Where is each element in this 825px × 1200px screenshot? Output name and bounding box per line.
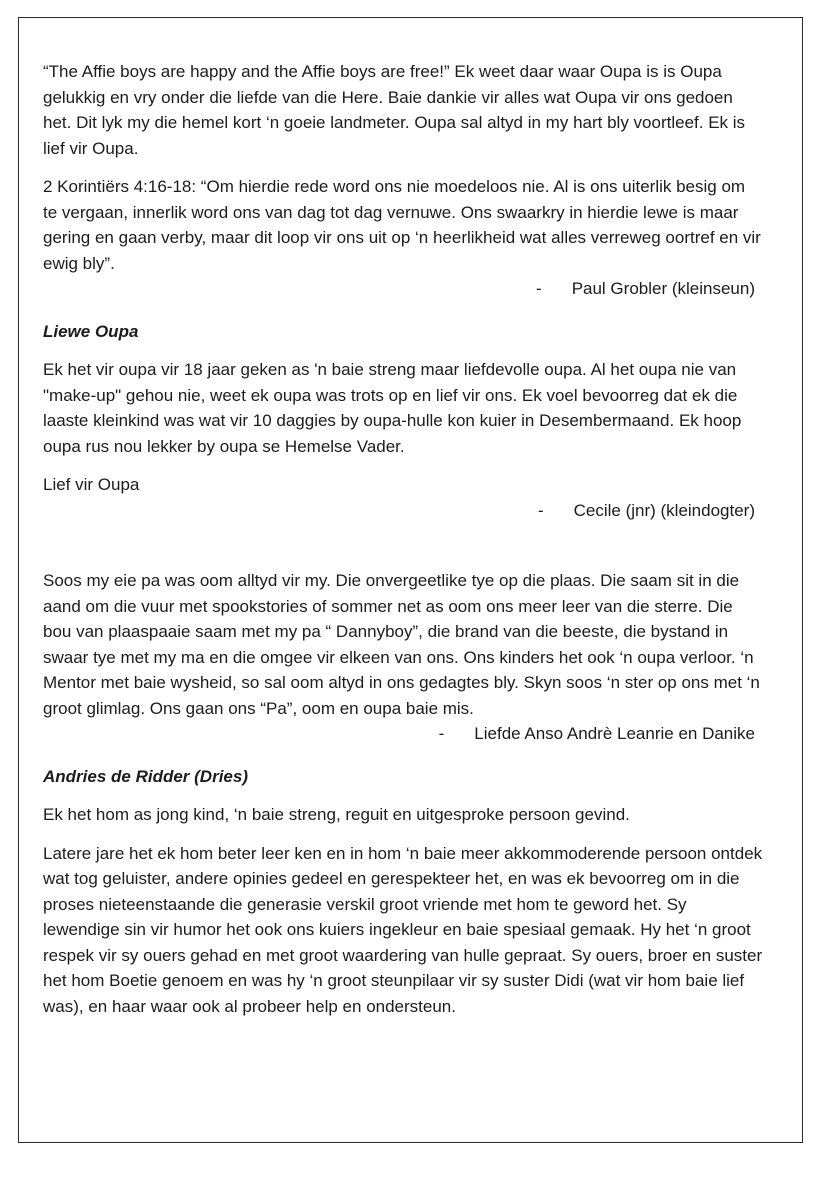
tribute-andries-text-1: Ek het hom as jong kind, ‘n baie streng, reguit en uitgesproke persoon gevind. <box>43 805 630 824</box>
signature-paul <box>43 276 763 302</box>
tribute-andries-text-2: Latere jare het ek hom beter leer ken en in hom ‘n baie meer akkommoderende persoon ontdek wat tog geluister, andere opinies gedeel en gerespekteer het, en was ek bevoorreg om in die proses nieteenstaande die generasie verskil groot vriende met hom te geword het. Sy lewendige sin vir humor het ook ons kuiers ingekleur en baie spesiaal gemaak. Hy het ‘n groot respek vir sy ouers gehad en met groot waardering van hulle gepraat. Sy ouers, broer en suster het hom Boetie genoem en was hy ‘n groot steunpilaar vir sy suster Didi (wat vir hom baie lief was), en haar waar ook al probeer help en ondersteun. <box>43 843 763 1016</box>
signature-name: Liefde Anso Andrè Leanrie en Danike <box>474 724 755 743</box>
signature-name: Paul Grobler (kleinseun) <box>571 279 755 298</box>
heading-andries: Andries de Ridder (Dries) <box>43 766 248 786</box>
document-body <box>43 59 763 1019</box>
tribute-cecile-text: Ek het vir oupa vir 18 jaar geken as 'n baie streng maar liefdevolle oupa. Al het oupa nie van "make-up" gehou nie, weet ek oupa was trots op en lief vir ons. Ek voel bevoorreg dat ek die laaste kleinkind was wat vir 10 daggies by oupa-hulle kon kuier in Desembermaand. Ek hoop oupa rus nou lekker by oupa se Hemelse Vader. <box>43 360 742 456</box>
signature-name: Cecile (jnr) (kleindogter) <box>573 500 755 520</box>
signature-family <box>43 721 763 747</box>
signature-dash: - <box>438 724 445 743</box>
heading-liewe-oupa: Liewe Oupa <box>43 321 139 341</box>
tribute-family-text: Soos my eie pa was oom alltyd vir my. Die onvergeetlike tye op die plaas. Die saam sit in die aand om die vuur met spookstories of sommer net as oom ons meer leer van die sterre. Die bou van plaaspaaie saam met my pa “ Dannyboy”, die brand van die beeste, die bystand in swaar tye met my ma en die omgee vir elkeen van ons. Ons kinders het ook ‘n oupa verloor. ‘n Mentor met baie wysheid, so sal oom altyd in ons gedagtes bly. Skyn soos ‘n ster op ons met ‘n groot glimlag. Ons gaan ons “Pa”, oom en oupa baie mis. <box>43 571 760 718</box>
bible-verse: 2 Korintiërs 4:16-18: “Om hierdie rede word ons nie moedeloos nie. Al is ons uiterlik besig om te vergaan, innerlik word ons van dag tot dag vernuwe. Ons swaarkry in hierdie lewe is maar gering en gaan verby, maar dit loop vir ons uit op ‘n heerlikheid wat alles verreweg oortref en vir ewig bly”. <box>43 177 761 273</box>
closing-lief-vir-oupa: Lief vir Oupa <box>43 475 140 494</box>
signature-cecile <box>43 498 763 524</box>
tribute-paul-text: “The Affie boys are happy and the Affie boys are free!” Ek weet daar waar Oupa is is Oupa gelukkig en vry onder die liefde van die Here. Baie dankie vir alles wat Oupa vir ons gedoen het. Dit lyk my die hemel kort ‘n goeie landmeter. Oupa sal altyd in my hart bly voortleef. Ek is lief vir Oupa. <box>43 62 746 158</box>
signature-dash: - <box>537 500 544 520</box>
signature-dash: - <box>536 279 542 298</box>
